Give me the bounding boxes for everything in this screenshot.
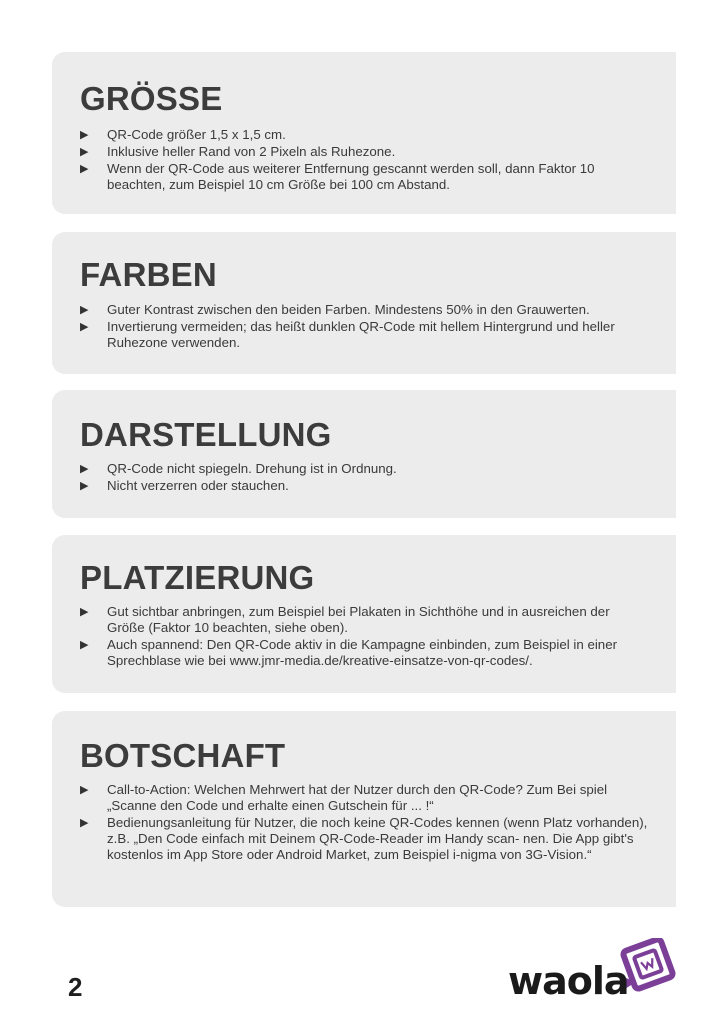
list-item <box>80 782 652 814</box>
list-item <box>80 478 656 494</box>
section-title: FARBEN <box>80 256 217 293</box>
bullet-arrow-icon: ▶ <box>80 784 89 796</box>
bullet-arrow-icon: ▶ <box>80 304 89 316</box>
bullet-list <box>80 461 656 494</box>
section-card-farben <box>52 232 676 374</box>
bullet-text: Nicht verzerren oder stauchen. <box>107 478 289 493</box>
section-title: DARSTELLUNG <box>80 416 332 453</box>
bullet-arrow-icon: ▶ <box>80 163 89 175</box>
list-item <box>80 461 656 477</box>
section-card-botschaft <box>52 711 676 907</box>
bullet-arrow-icon: ▶ <box>80 606 89 618</box>
bullet-arrow-icon: ▶ <box>80 129 89 141</box>
bullet-list <box>80 127 656 193</box>
speech-bubble-logo-icon <box>508 938 678 1000</box>
list-item <box>80 161 632 193</box>
list-item <box>80 127 656 143</box>
list-item <box>80 144 656 160</box>
bullet-text: Bedienungsanleitung für Nutzer, die noch keine QR-Codes kennen (wenn Platz vorhanden), z.B. „Den Code einfach mit Deinem QR-Code-Reader im Handy scan- nen. Die App gibt's kostenlos im App Store oder Android Market, zum Beispiel i-nigma von 3G-Vision.“ <box>107 815 648 862</box>
logo-wordmark: waola <box>508 959 629 1000</box>
bullet-list <box>80 782 656 863</box>
list-item <box>80 604 647 636</box>
bullet-text: Gut sichtbar anbringen, zum Beispiel bei Plakaten in Sichthöhe und in ausreichen der Größe (Faktor 10 beachten, siehe oben). <box>107 604 610 635</box>
section-card-platzierung <box>52 535 676 693</box>
waola-logo <box>508 938 678 1005</box>
section-title: GRÖSSE <box>80 80 223 117</box>
section-card-darstellung <box>52 390 676 518</box>
bullet-text: Auch spannend: Den QR-Code aktiv in die Kampagne einbinden, zum Beispiel in einer Sprechblase wie bei www.jmr-media.de/kreative-einsatze-von-qr-codes/. <box>107 637 618 668</box>
section-title: PLATZIERUNG <box>80 559 315 596</box>
bullet-arrow-icon: ▶ <box>80 817 89 829</box>
bullet-arrow-icon: ▶ <box>80 480 89 492</box>
bullet-text: Guter Kontrast zwischen den beiden Farben. Mindestens 50% in den Grauwerten. <box>107 302 590 317</box>
bullet-text: Call-to-Action: Welchen Mehrwert hat der Nutzer durch den QR-Code? Zum Bei spiel „Scanne den Code und erhalte einen Gutschein für ... !“ <box>107 782 608 813</box>
bullet-arrow-icon: ▶ <box>80 321 89 333</box>
page-number: 2 <box>68 972 83 1002</box>
bullet-text: QR-Code nicht spiegeln. Drehung ist in Ordnung. <box>107 461 397 476</box>
bullet-arrow-icon: ▶ <box>80 463 89 475</box>
list-item <box>80 815 655 863</box>
bullet-arrow-icon: ▶ <box>80 146 89 158</box>
bullet-text: QR-Code größer 1,5 x 1,5 cm. <box>107 127 286 142</box>
bullet-text: Wenn der QR-Code aus weiterer Entfernung gescannt werden soll, dann Faktor 10 beachten, zum Beispiel 10 cm Größe bei 100 cm Abstand. <box>107 161 595 192</box>
bullet-list <box>80 604 656 669</box>
list-item <box>80 637 647 669</box>
section-title: BOTSCHAFT <box>80 737 286 774</box>
bullet-text: Inklusive heller Rand von 2 Pixeln als Ruhezone. <box>107 144 396 159</box>
list-item <box>80 302 656 318</box>
bullet-list <box>80 302 656 351</box>
bullet-arrow-icon: ▶ <box>80 639 89 651</box>
bullet-text: Invertierung vermeiden; das heißt dunklen QR-Code mit hellem Hintergrund und heller Ruhezone verwenden. <box>107 319 615 350</box>
list-item <box>80 319 655 351</box>
section-card-groesse <box>52 52 676 214</box>
